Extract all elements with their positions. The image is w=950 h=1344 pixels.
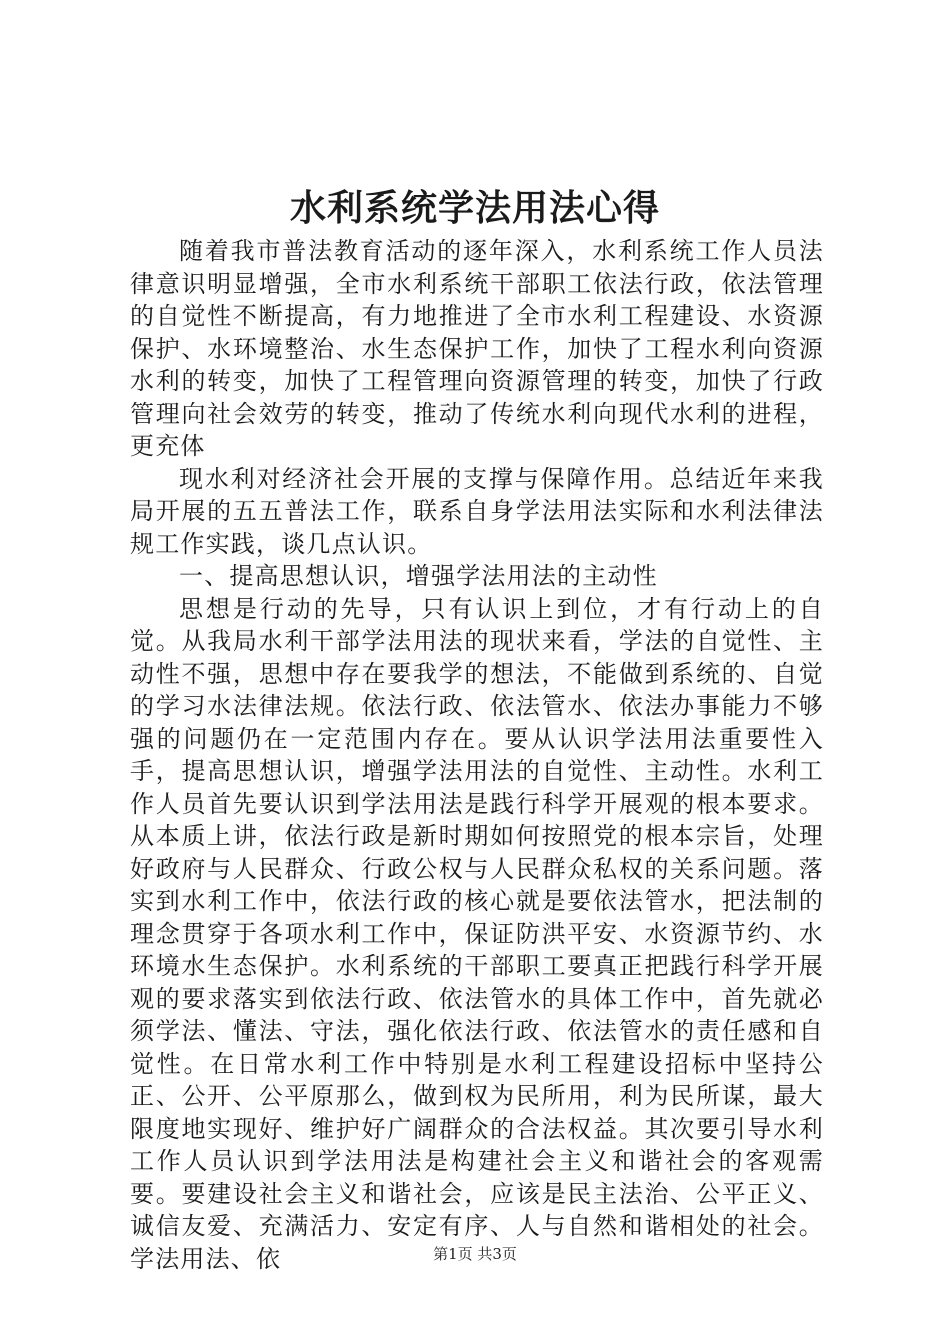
paragraph-section-1: 思想是行动的先导，只有认识上到位，才有行动上的自觉。从我局水利干部学法用法的现状来看，学法的自觉性、主动性不强，思想中存在要我学的想法，不能做到系统的、自觉的学习水法律法规。依法行政、依法管水、依法办事能力不够强的问题仍在一定范围内存在。要从认识学法用法重要性入手，提高思想认识，增强学法用法的自觉性、主动性。水利工作人员首先要认识到学法用法是践行科学开展观的根本要求。从本质上讲，依法行政是新时期如何按照党的根本宗旨，处理好政府与人民群众、行政公权与人民群众私权的关系问题。落实到水利工作中，依法行政的核心就是要依法管水，把法制的理念贯穿于各项水利工作中，保证防洪平安、水资源节约、水环境水生态保护。水利系统的干部职工要真正把践行科学开展观的要求落实到依法行政、依法管水的具体工作中，首先就必须学法、懂法、守法，强化依法行政、依法管水的责任感和自觉性。在日常水利工作中特别是水利工程建设招标中坚持公正、公开、公平原那么，做到权为民所用，利为民所谋，最大限度地实现好、维护好广阔群众的合法权益。其次要引导水利工作人员认识到学法用法是构建社会主义和谐社会的客观需要。要建设社会主义和谐社会，应该是民主法治、公平正义、诚信友爱、充满活力、安定有序、人与自然和谐相处的社会。学法用法、依 [130, 594, 824, 1273]
paragraph-summary: 现水利对经济社会开展的支撑与保障作用。总结近年来我局开展的五五普法工作，联系自身学法用法实际和水利法律法规工作实践，谈几点认识。 [130, 464, 824, 558]
paragraph-intro: 随着我市普法教育活动的逐年深入，水利系统工作人员法律意识明显增强，全市水利系统干部职工依法行政，依法管理的自觉性不断提高，有力地推进了全市水利工程建设、水资源保护、水环境整治、水生态保护工作，加快了工程水利向资源水利的转变，加快了工程管理向资源管理的转变，加快了行政管理向社会效劳的转变，推动了传统水利向现代水利的进程，更充体 [130, 237, 824, 460]
page-number-footer: 第1页 共3页 [433, 1245, 517, 1263]
document-title: 水利系统学法用法心得 [289, 187, 660, 229]
section-heading-1: 一、提高思想认识，增强学法用法的主动性 [179, 562, 658, 590]
document-body [130, 235, 824, 1275]
